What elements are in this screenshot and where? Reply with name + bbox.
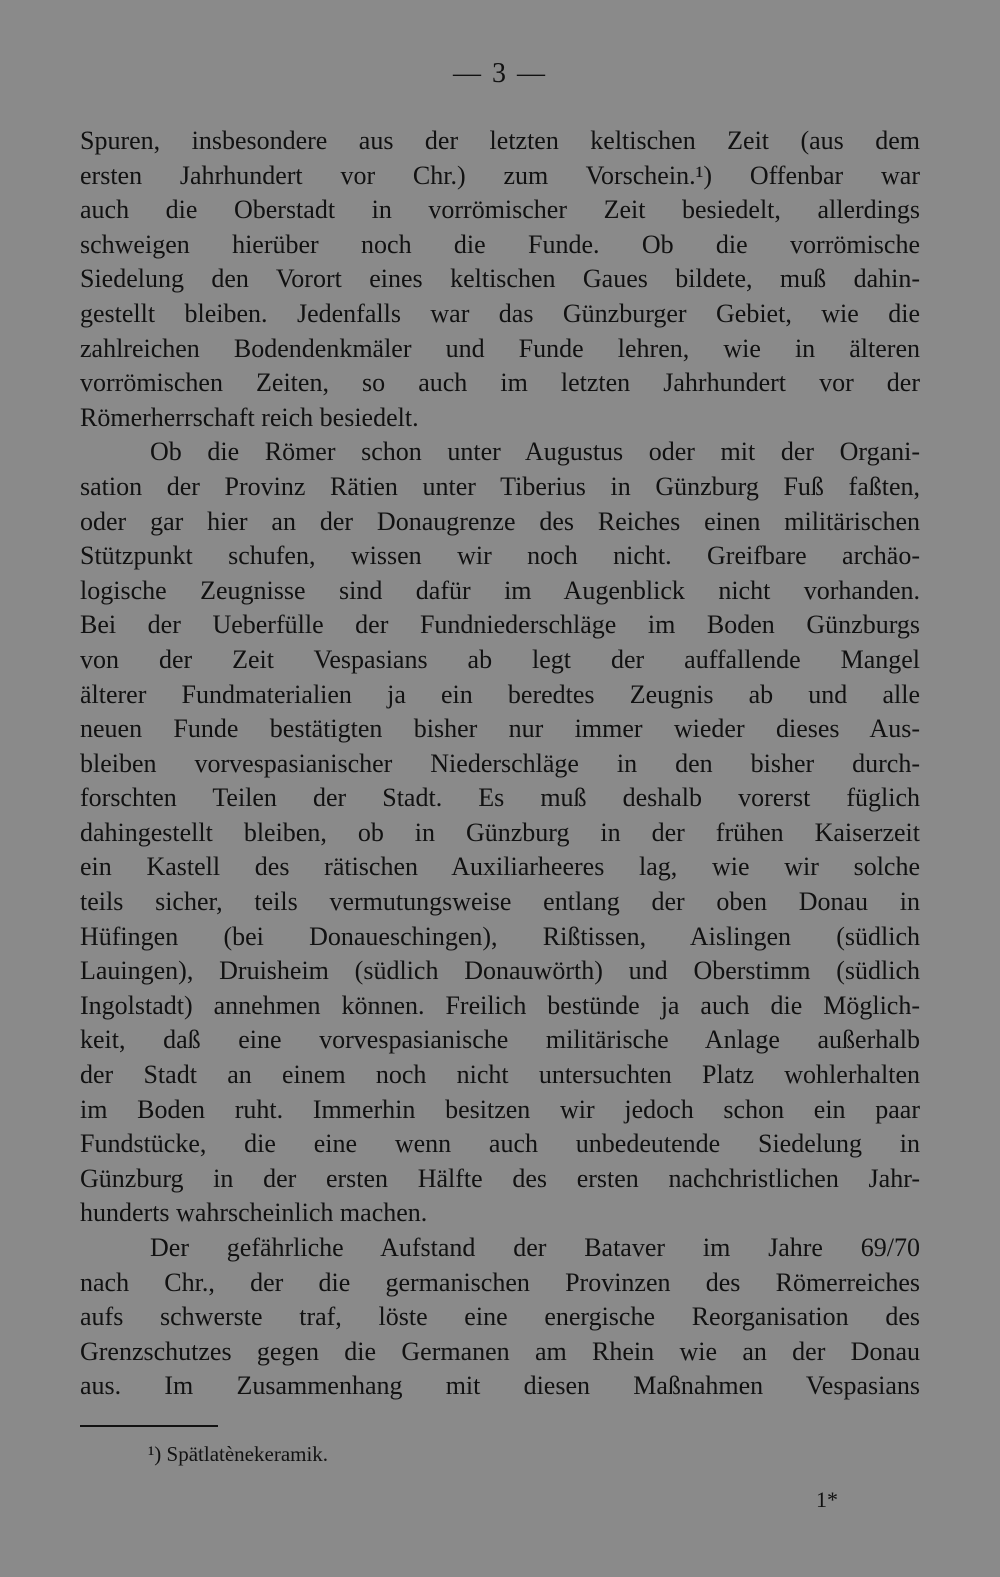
- text-line: Fundstücke, die eine wenn auch unbedeutende Siedelung in: [80, 1129, 920, 1159]
- text-line: bleiben vorvespasianischer Niederschläge in den bisher durch-: [80, 748, 920, 778]
- text-line: schweigen hierüber noch die Funde. Ob die vorrömische: [80, 229, 920, 259]
- text-line: zahlreichen Bodendenkmäler und Funde lehren, wie in älteren: [80, 333, 920, 363]
- footnote-separator: [80, 1425, 218, 1427]
- text-line: forschten Teilen der Stadt. Es muß deshalb vorerst füglich: [80, 783, 920, 813]
- text-line: aufs schwerste traf, löste eine energische Reorganisation des: [80, 1302, 920, 1332]
- text-line: Hüfingen (bei Donaueschingen), Rißtissen, Aislingen (südlich: [80, 921, 920, 951]
- text-line: Lauingen), Druisheim (südlich Donauwörth) und Oberstimm (südlich: [80, 956, 920, 986]
- text-line: aus. Im Zusammenhang mit diesen Maßnahmen Vespasians: [80, 1371, 920, 1401]
- text-line: Römerherrschaft reich besiedelt.: [80, 402, 419, 432]
- text-line: Der gefährliche Aufstand der Bataver im Jahre 69/70: [150, 1233, 920, 1262]
- signature-mark: 1*: [816, 1487, 838, 1512]
- body-text: [80, 124, 920, 1404]
- page-number: — 3 —: [453, 58, 547, 89]
- text-line: gestellt bleiben. Jedenfalls war das Günzburger Gebiet, wie die: [80, 298, 920, 328]
- text-line: sation der Provinz Rätien unter Tiberius in Günzburg Fuß faßten,: [80, 471, 920, 501]
- text-line: vorrömischen Zeiten, so auch im letzten Jahrhundert vor der: [80, 368, 920, 398]
- text-line: im Boden ruht. Immerhin besitzen wir jedoch schon ein paar: [80, 1094, 920, 1124]
- text-line: nach Chr., der die germanischen Provinzen des Römerreiches: [80, 1267, 920, 1297]
- text-line: älterer Fundmaterialien ja ein beredtes Zeugnis ab und alle: [80, 679, 920, 709]
- text-line: Siedelung den Vorort eines keltischen Gaues bildete, muß dahin-: [80, 264, 920, 294]
- text-line: Bei der Ueberfülle der Fundniederschläge im Boden Günzburgs: [80, 610, 920, 640]
- paragraph-2: [80, 435, 920, 1231]
- text-line: hunderts wahrscheinlich machen.: [80, 1198, 428, 1228]
- text-line: Grenzschutzes gegen die Germanen am Rhein wie an der Donau: [80, 1336, 920, 1366]
- text-line: von der Zeit Vespasians ab legt der auffallende Mangel: [80, 644, 920, 674]
- text-line: Stützpunkt schufen, wissen wir noch nicht. Greifbare archäo-: [80, 541, 920, 571]
- text-line: logische Zeugnisse sind dafür im Augenblick nicht vorhanden.: [80, 575, 920, 605]
- paragraph-3: [80, 1231, 920, 1404]
- footnote: ¹) Spätlatènekeramik.: [148, 1442, 329, 1466]
- text-line: Ingolstadt) annehmen können. Freilich bestünde ja auch die Möglich-: [80, 990, 920, 1020]
- text-line: auch die Oberstadt in vorrömischer Zeit besiedelt, allerdings: [80, 195, 920, 225]
- text-line: Ob die Römer schon unter Augustus oder mit der Organi-: [150, 437, 920, 467]
- text-line: Günzburg in der ersten Hälfte des ersten nachchristlichen Jahr-: [80, 1163, 920, 1193]
- text-line: Spuren, insbesondere aus der letzten keltischen Zeit (aus dem: [80, 126, 920, 155]
- text-line: ersten Jahrhundert vor Chr.) zum Vorschein.¹) Offenbar war: [80, 160, 920, 190]
- paragraph-1: [80, 124, 920, 435]
- text-line: dahingestellt bleiben, ob in Günzburg in der frühen Kaiserzeit: [80, 817, 920, 847]
- text-line: der Stadt an einem noch nicht untersuchten Platz wohlerhalten: [80, 1060, 920, 1090]
- text-line: oder gar hier an der Donaugrenze des Reiches einen militärischen: [80, 506, 920, 536]
- text-line: keit, daß eine vorvespasianische militärische Anlage außerhalb: [80, 1025, 920, 1055]
- text-line: neuen Funde bestätigten bisher nur immer wieder dieses Aus-: [80, 714, 920, 744]
- text-line: teils sicher, teils vermutungsweise entlang der oben Donau in: [80, 887, 920, 917]
- text-line: ein Kastell des rätischen Auxiliarheeres lag, wie wir solche: [80, 852, 920, 882]
